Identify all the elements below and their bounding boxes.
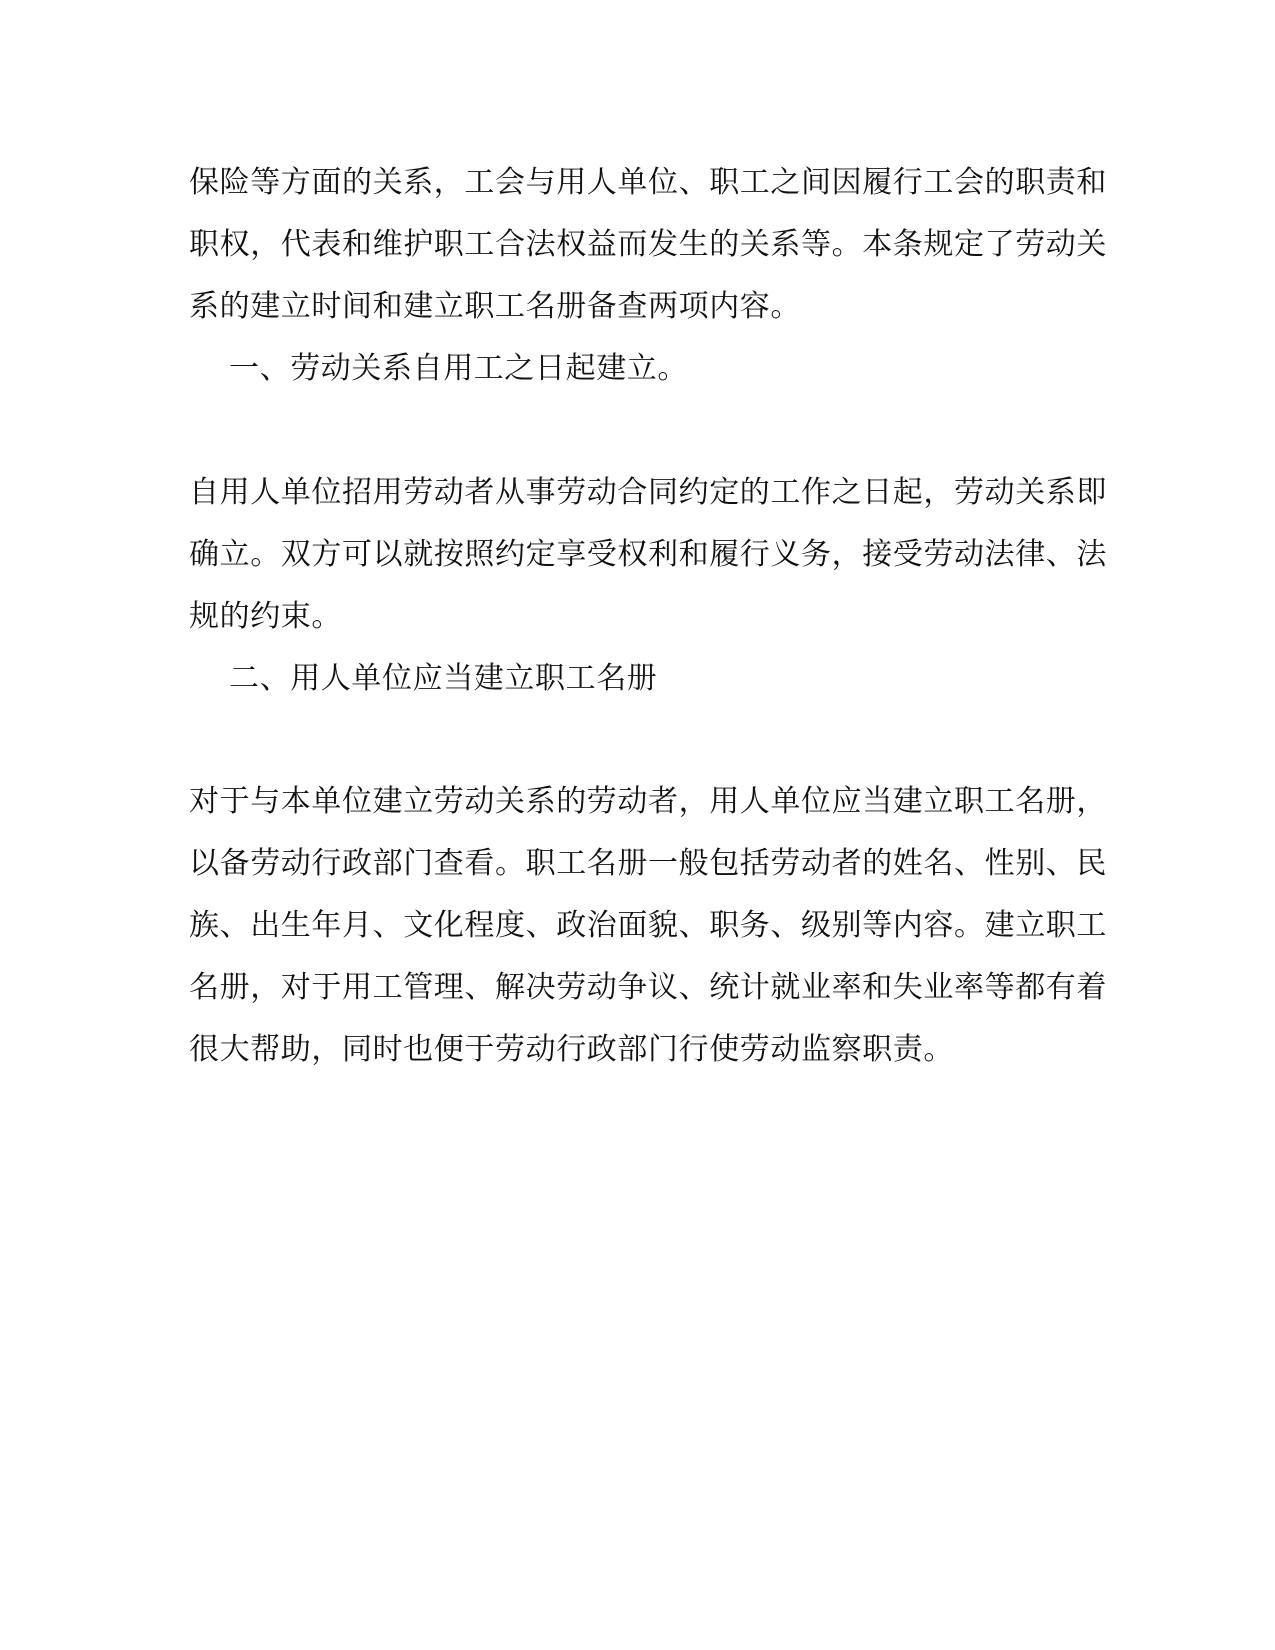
text-line: 族、出生年月、文化程度、政治面貌、职务、级别等内容。建立职工 — [189, 908, 1107, 943]
text-line: 自用人单位招用劳动者从事劳动合同约定的工作之日起，劳动关系即 — [189, 475, 1107, 510]
section-heading-1: 一、劳动关系自用工之日起建立。 — [229, 351, 688, 386]
section-heading-2: 二、用人单位应当建立职工名册 — [229, 661, 658, 696]
text-line: 职权，代表和维护职工合法权益而发生的关系等。本条规定了劳动关 — [189, 227, 1107, 262]
text-line: 确立。双方可以就按照约定享受权利和履行义务，接受劳动法律、法 — [189, 537, 1107, 572]
text-line: 对于与本单位建立劳动关系的劳动者，用人单位应当建立职工名册， — [189, 784, 1107, 819]
text-line: 以备劳动行政部门查看。职工名册一般包括劳动者的姓名、性别、民 — [189, 846, 1107, 881]
text-line: 名册，对于用工管理、解决劳动争议、统计就业率和失业率等都有着 — [189, 970, 1107, 1005]
text-line: 规的约束。 — [189, 599, 342, 634]
text-line: 系的建立时间和建立职工名册备查两项内容。 — [189, 289, 801, 324]
text-line: 很大帮助，同时也便于劳动行政部门行使劳动监察职责。 — [189, 1032, 954, 1067]
text-line: 保险等方面的关系，工会与用人单位、职工之间因履行工会的职责和 — [189, 165, 1107, 200]
